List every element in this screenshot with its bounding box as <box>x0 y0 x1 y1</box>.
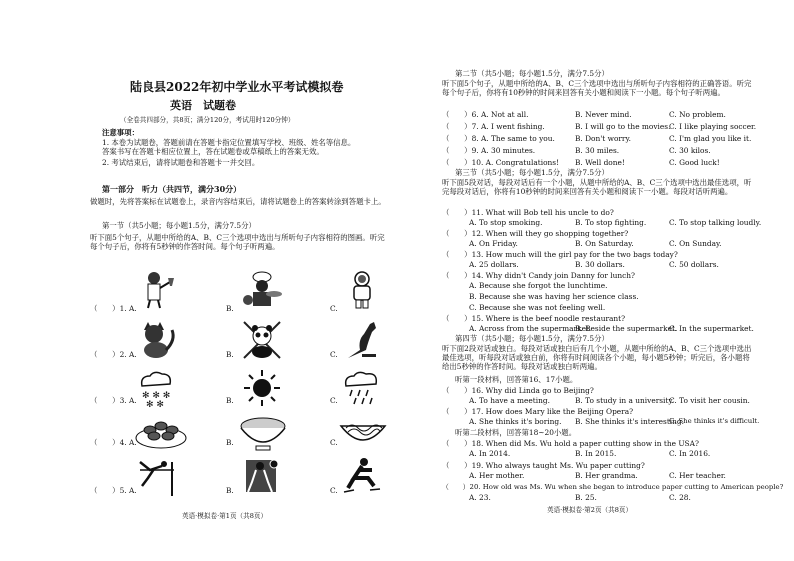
option-b-label: B. <box>226 396 234 405</box>
question-6-option-b: B. Never mind. <box>575 110 632 119</box>
skating-icon <box>340 456 384 496</box>
sun-icon <box>240 368 284 408</box>
question-9-option-b: B. 30 miles. <box>575 146 620 155</box>
cat-icon <box>134 320 178 360</box>
question-17-option-b: B. She thinks it's interesting. <box>575 417 684 426</box>
sec3-desc: 听下面5段对话，每段对话后有一个小题，从题中所给的A、B、C三个选项中选出最佳选项，听完每段对话后，你将有10秒钟的时间来回答有关小题和阅读下一小题。每段对话听两遍。 <box>442 178 752 196</box>
rain-cloud-icon <box>340 368 384 408</box>
dumplings-icon <box>134 412 188 452</box>
astronaut-icon <box>340 270 384 310</box>
sec2-desc: 听下面5个句子，从题中所给的A、B、C三个选项中选出与所听句子内容相符的正确答语。听完每个句子后，你将有10秒钟的时间来回答有关小题和阅读下一小题。每个句子听两遍。 <box>442 79 752 97</box>
question-19: （ ）19. Who always taught Ms. Wu paper cutting? <box>442 461 645 470</box>
question-17-option-c: C. She thinks it's difficult. <box>669 417 760 425</box>
question-14-option-c: C. Because she was not feeling well. <box>469 303 606 312</box>
question-19-option-a: A. Her mother. <box>469 471 525 480</box>
sec2-heading: 第二节（共5小题；每小题1.5分，满分7.5分） <box>455 69 609 78</box>
question-4-label: （ ）4. A. <box>90 438 137 447</box>
question-18: （ ）18. When did Ms. Wu hold a paper cutting show in the USA? <box>442 439 699 448</box>
svg-text:✻ ✻: ✻ ✻ <box>146 400 164 408</box>
snow-cloud-icon <box>134 368 178 408</box>
question-16: （ ）16. Why did Linda go to Beijing? <box>442 386 594 395</box>
question-13-option-b: B. 30 dollars. <box>575 260 625 269</box>
question-17-option-a: A. She thinks it's boring. <box>469 417 562 426</box>
sec1-heading: 第一节（共5小题；每小题1.5分，满分7.5分） <box>102 221 256 230</box>
question-17: （ ）17. How does Mary like the Beijing Opera? <box>442 407 634 416</box>
question-2-label: （ ）2. A. <box>90 350 137 359</box>
question-20-option-a: A. 23. <box>469 493 491 502</box>
page-footer: 英语·模拟卷·第2页（共8页） <box>547 506 633 514</box>
option-b-label: B. <box>226 486 234 495</box>
note-1: 1. 本卷为试题卷，答题前请在答题卡指定位置填写学校、班级、姓名等信息。答案书写在答题卡相应位置上，答在试题卷或草稿纸上的答案无效。 <box>102 138 356 156</box>
part1-heading: 第一部分 听力（共四节，满分30分） <box>102 184 242 194</box>
question-12: （ ）12. When will they go shopping together? <box>442 229 629 238</box>
question-9-option-c: C. 30 kilos. <box>669 146 711 155</box>
question-15-option-c: C. In the supermarket. <box>669 324 754 333</box>
panda-icon <box>240 320 284 360</box>
note-2: 2. 考试结束后，请将试题卷和答题卡一并交回。 <box>102 158 260 167</box>
question-10-option-c: C. Good luck! <box>669 158 720 167</box>
question-9: （ ）9. A. 30 minutes. <box>442 146 536 155</box>
option-b-label: B. <box>226 304 234 313</box>
question-6-option-c: C. No problem. <box>669 110 726 119</box>
question-20-option-c: C. 28. <box>669 493 691 502</box>
kangaroo-icon <box>340 320 384 360</box>
option-c-label: C. <box>330 304 338 313</box>
question-6: （ ）6. A. Not at all. <box>442 110 529 119</box>
question-12-option-c: C. On Sunday. <box>669 239 722 248</box>
exam-subtitle: 英语 试题卷 <box>170 99 236 112</box>
question-1-label: （ ）1. A. <box>90 304 137 313</box>
question-11-option-c: C. To stop talking loudly. <box>669 218 762 227</box>
question-14-option-b: B. Because she was having her science class. <box>469 292 639 301</box>
question-18-option-a: A. In 2014. <box>469 449 511 458</box>
option-b-label: B. <box>226 350 234 359</box>
question-16-option-b: B. To study in a university. <box>575 396 674 405</box>
noodles-icon <box>336 412 390 452</box>
question-3-label: （ ）3. A. <box>90 396 137 405</box>
question-8-option-b: B. Don't worry. <box>575 134 631 143</box>
question-11-option-a: A. To stop smoking. <box>469 218 543 227</box>
question-18-option-b: B. In 2015. <box>575 449 617 458</box>
exam-page-2 <box>397 0 794 561</box>
dialog-1-label: 听第一段材料，回答第16、17小题。 <box>455 375 578 384</box>
dialog-2-label: 听第二段材料，回答第18~20小题。 <box>455 428 577 437</box>
question-14-option-a: A. Because she forgot the lunchtime. <box>469 281 608 290</box>
question-18-option-c: C. In 2016. <box>669 449 711 458</box>
exam-meta: （全卷共四部分，共8页；满分120分，考试用时120分钟） <box>120 116 295 124</box>
option-c-label: C. <box>330 350 338 359</box>
question-13-option-a: A. 25 dollars. <box>469 260 519 269</box>
question-14: （ ）14. Why didn't Candy join Danny for lunch? <box>442 271 635 280</box>
rice-bowl-icon <box>236 412 290 452</box>
question-7: （ ）7. A. I went fishing. <box>442 122 545 131</box>
question-19-option-c: C. Her teacher. <box>669 471 726 480</box>
scientist-icon <box>134 270 178 310</box>
question-16-option-c: C. To visit her cousin. <box>669 396 750 405</box>
question-11-option-b: B. To stop fighting. <box>575 218 647 227</box>
question-8: （ ）8. A. The same to you. <box>442 134 555 143</box>
high-jump-icon <box>134 456 178 496</box>
page-footer: 英语·模拟卷·第1页（共8页） <box>182 512 268 520</box>
question-15-option-b: B. Beside the supermarket. <box>575 324 678 333</box>
question-10: （ ）10. A. Congratulations! <box>442 158 560 167</box>
question-15-option-a: A. Across from the supermarket. <box>469 324 592 333</box>
basketball-icon <box>240 456 284 496</box>
option-b-label: B. <box>226 438 234 447</box>
question-19-option-b: B. Her grandma. <box>575 471 638 480</box>
part1-desc: 做题时，先将答案标在试题卷上，录音内容结束后，请将试题卷上的答案转涂到答题卡上。 <box>90 197 386 206</box>
option-c-label: C. <box>330 438 338 447</box>
question-10-option-b: B. Well done! <box>575 158 625 167</box>
sec4-heading: 第四节（共5小题；每小题1.5分，满分7.5分） <box>455 334 609 343</box>
question-12-option-a: A. On Friday. <box>469 239 518 248</box>
question-16-option-a: A. To have a meeting. <box>469 396 550 405</box>
sec3-heading: 第三节（共5小题；每小题1.5分，满分7.5分） <box>455 168 609 177</box>
option-c-label: C. <box>330 486 338 495</box>
svg-text:✻ ✻ ✻: ✻ ✻ ✻ <box>142 391 171 401</box>
question-11: （ ）11. What will Bob tell his uncle to do? <box>442 208 614 217</box>
question-15: （ ）15. Where is the beef noodle restaurant? <box>442 314 626 323</box>
notes-heading: 注意事项： <box>102 128 139 137</box>
question-8-option-c: C. I'm glad you like it. <box>669 134 752 143</box>
question-20: （ ）20. How old was Ms. Wu when she began to introduce paper cutting to American people? <box>442 483 784 491</box>
question-13-option-c: C. 50 dollars. <box>669 260 719 269</box>
question-12-option-b: B. On Saturday. <box>575 239 634 248</box>
question-5-label: （ ）5. A. <box>90 486 137 495</box>
sec1-desc: 听下面5个句子，从题中所给的A、B、C三个选项中选出与所听句子内容相符的图画。听完每个句子后，你将有5秒钟的作答时间。每个句子听两遍。 <box>90 233 385 251</box>
option-c-label: C. <box>330 396 338 405</box>
question-20-option-b: B. 25. <box>575 493 597 502</box>
question-13: （ ）13. How much will the girl pay for the two bags today? <box>442 250 678 259</box>
question-7-option-b: B. I will go to the movies. <box>575 122 671 131</box>
exam-title: 陆良县2022年初中学业水平考试模拟卷 <box>130 80 344 94</box>
chef-icon <box>240 270 284 310</box>
question-7-option-c: C. I like playing soccer. <box>669 122 757 131</box>
sec4-desc: 听下面2段对话或独白。每段对话或独白后有几个小题，从题中所给的A、B、C三个选项中选出最佳选项，听每段对话或独白前，你将有时间阅读各个小题，每小题5秒钟；听完后，各小题将给出5秒钟的作答时间。每段对话或独白听两遍。 <box>442 344 752 371</box>
